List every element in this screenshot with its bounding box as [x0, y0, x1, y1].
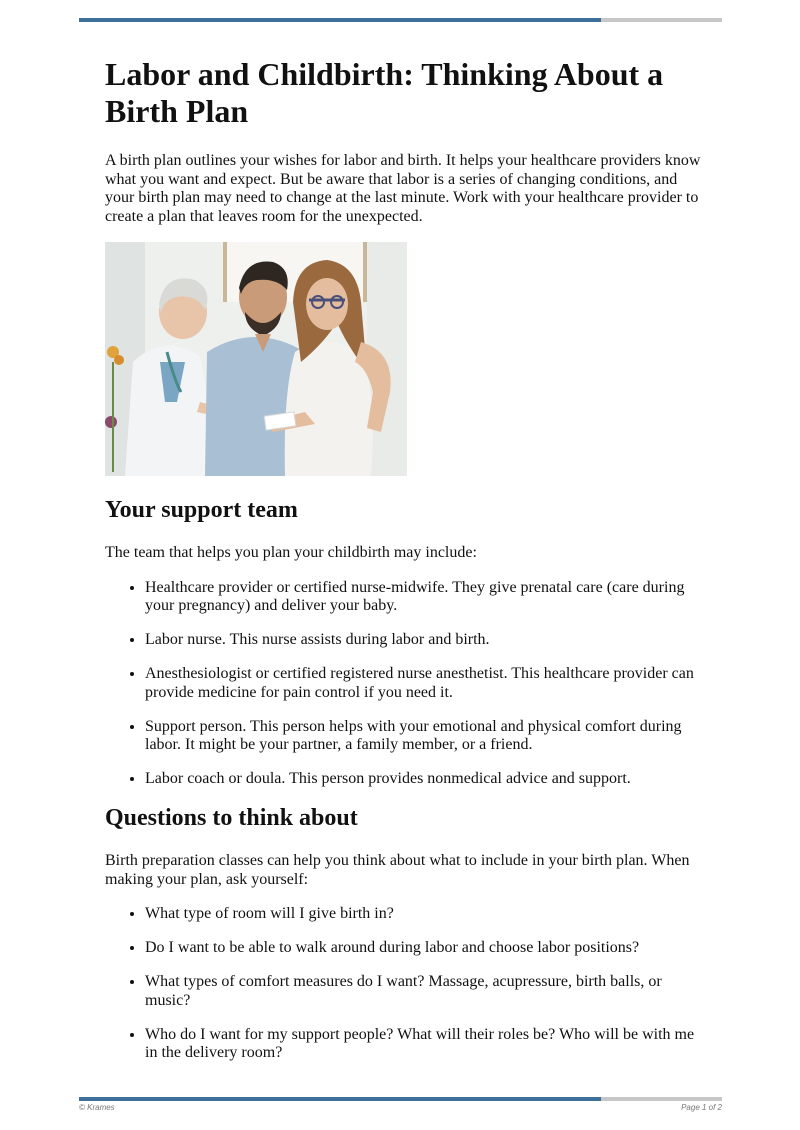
footer-rule-accent	[79, 1097, 601, 1101]
support-list	[105, 579, 705, 789]
support-lead: The team that helps you plan your childbirth may include:	[105, 544, 477, 561]
list-item: • Labor nurse. This nurse assists during labor and birth.	[145, 631, 705, 650]
article-photo	[105, 242, 407, 476]
list-item: • Support person. This person helps with your emotional and physical comfort during labor. It might be your partner, a family member, or a friend.	[145, 718, 705, 755]
questions-list	[105, 905, 705, 1063]
top-rule	[79, 18, 722, 22]
top-rule-accent	[79, 18, 601, 22]
footer-rule	[79, 1097, 722, 1101]
list-item: • What types of comfort measures do I want? Massage, acupressure, birth balls, or music?	[145, 973, 705, 1010]
list-item: • Do I want to be able to walk around during labor and choose labor positions?	[145, 939, 705, 958]
list-item: • Labor coach or doula. This person provides nonmedical advice and support.	[145, 770, 705, 789]
footer-rule-gray	[601, 1097, 722, 1101]
intro-paragraph: A birth plan outlines your wishes for labor and birth. It helps your healthcare providers know what you want and expect. But be aware that labor is a series of changing conditions, and your birth plan may need to change at the last minute. Work with your healthcare provider to create a plan that leaves room for the unexpected.	[105, 152, 701, 225]
list-item: • Who do I want for my support people? What will their roles be? Who will be with me in the delivery room?	[145, 1026, 705, 1063]
questions-heading: Questions to think about	[105, 805, 358, 831]
photo-icon	[105, 242, 407, 476]
list-item: • Healthcare provider or certified nurse-midwife. They give prenatal care (care during your pregnancy) and deliver your baby.	[145, 579, 705, 616]
page-title: Labor and Childbirth: Thinking About a Birth Plan	[105, 56, 664, 129]
article	[105, 56, 705, 1078]
footer-page-number: Page 1 of 2	[681, 1103, 722, 1112]
list-item: • What type of room will I give birth in?	[145, 905, 705, 924]
questions-lead: Birth preparation classes can help you think about what to include in your birth plan. When making your plan, ask yourself:	[105, 852, 690, 888]
footer-copyright: © Krames	[79, 1103, 115, 1112]
list-item: • Anesthesiologist or certified registered nurse anesthetist. This healthcare provider can provide medicine for pain control if you need it.	[145, 665, 705, 702]
support-heading: Your support team	[105, 497, 298, 523]
top-rule-gray	[601, 18, 722, 22]
